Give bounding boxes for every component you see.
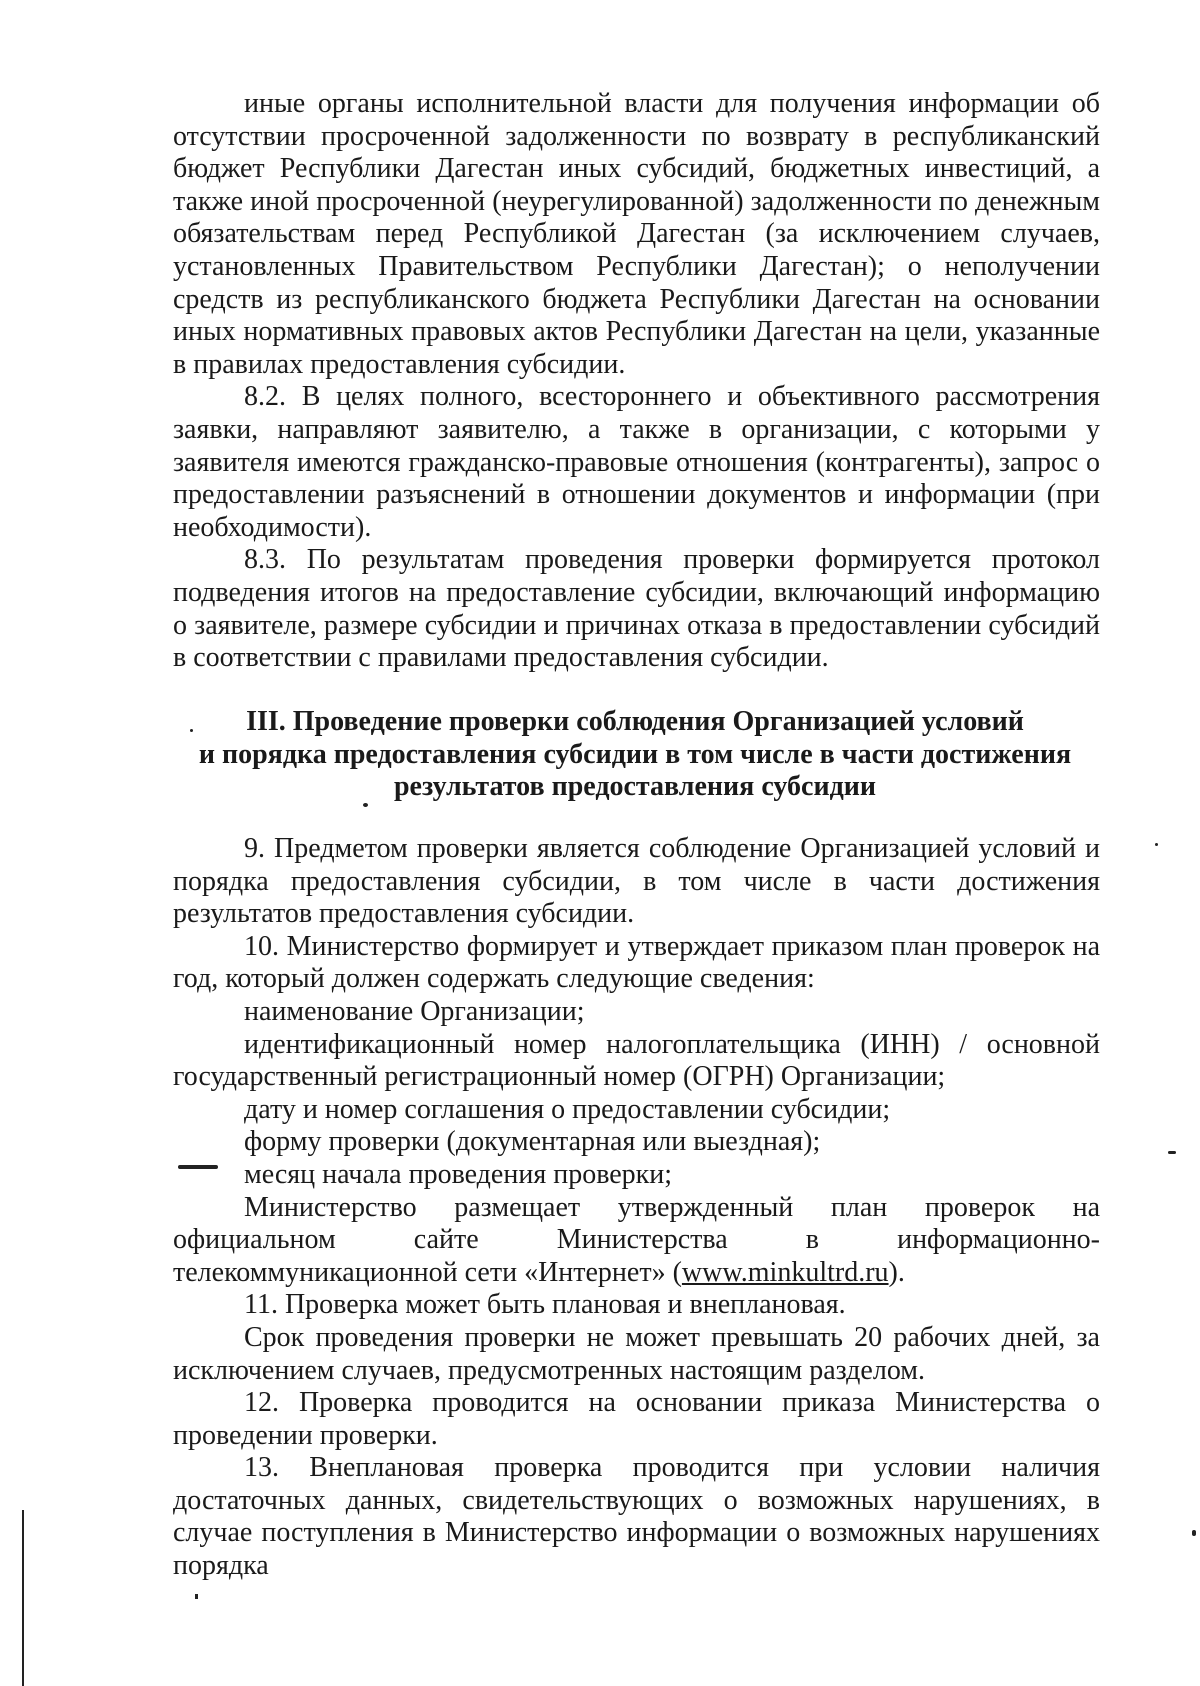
scan-dot xyxy=(363,803,368,807)
paragraph-10: 10. Министерство формирует и утверждает приказом план проверок на год, который должен содержать следующие сведения: xyxy=(173,930,1100,995)
text-block-1 xyxy=(173,88,1100,675)
paragraph-8-2: 8.2. В целях полного, всестороннего и объективного рассмотрения заявки, направляют заявителю, а также в организации, с которыми у заявителя имеются гражданско-правовые отношения (контрагенты), запрос о предоставлении разъяснений в отношении документов и информации (при необходимости). xyxy=(173,381,1100,543)
heading-line-3: результатов предоставления субсидии xyxy=(393,771,877,803)
paragraph-plan-publication xyxy=(173,1192,1100,1290)
plan-text-start: Министерство размещает утвержденный план проверок на официальном сайте Министерства в информационно-телекоммуникационной сети «Интернет» ( xyxy=(173,1191,1100,1288)
paragraph-13: 13. Внеплановая проверка проводится при условии наличия достаточных данных, свидетельствующих о возможных нарушениях, в случае поступления в Министерство информации о возможных нарушениях порядка xyxy=(173,1452,1100,1582)
paragraph-12: 12. Проверка проводится на основании приказа Министерства о проведении проверки. xyxy=(173,1387,1100,1451)
scan-smudge-mark xyxy=(178,1165,218,1169)
text-block-2 xyxy=(173,833,1100,1583)
paragraph-8-3: 8.3. По результатам проведения проверки формируется протокол подведения итогов на предоставление субсидии, включающий информацию о заявителе, размере субсидии и причинах отказа в предоставлении субсидий в соответствии с правилами предоставления субсидии. xyxy=(173,544,1100,674)
list-item-inn-ogrn: идентификационный номер налогоплательщика (ИНН) / основной государственный регистрационный номер (ОГРН) Организации; xyxy=(173,1028,1100,1093)
ministry-website-link[interactable]: www.minkultrd.ru xyxy=(681,1256,889,1288)
scan-dot xyxy=(190,729,193,732)
paragraph-intro: иные органы исполнительной власти для получения информации об отсутствии просроченной задолженности по возврату в республиканский бюджет Республики Дагестан иных субсидий, бюджетных инвестиций, а также иной просроченной (неурегулированной) задолженности по денежным обязательствам перед Республикой Дагестан (за исключением случаев, установленных Правительством Республики Дагестан); о неполучении средств из республиканского бюджета Республики Дагестан на основании иных нормативных правовых актов Республики Дагестан на цели, указанные в правилах предоставления субсидии. xyxy=(173,88,1100,380)
heading-line-1: III. Проведение проверки соблюдения Организацией условий xyxy=(246,706,1024,737)
list-item-agreement: дату и номер соглашения о предоставлении субсидии; xyxy=(244,1093,891,1125)
list-item-start-month: месяц начала проведения проверки; xyxy=(244,1158,673,1190)
heading-line-2: и порядка предоставления субсидии в том числе в части достижения xyxy=(198,738,1072,770)
paragraph-11: 11. Проверка может быть плановая и внеплановая. xyxy=(244,1289,846,1321)
scan-dot xyxy=(195,1594,198,1599)
paragraph-9: 9. Предметом проверки является соблюдение Организацией условий и порядка предоставления субсидии, в том числе в части достижения результатов предоставления субсидии. xyxy=(173,833,1100,930)
scan-dot xyxy=(1192,1530,1196,1536)
scan-dot xyxy=(1168,1151,1176,1154)
plan-text-end: ). xyxy=(888,1256,905,1288)
scan-edge-line xyxy=(22,1510,24,1686)
scan-dot xyxy=(1155,843,1158,846)
section-3-heading xyxy=(160,706,1110,804)
list-item-organization-name: наименование Организации; xyxy=(244,995,585,1027)
list-item-check-form: форму проверки (документарная или выездная); xyxy=(244,1126,821,1158)
paragraph-11-term: Срок проведения проверки не может превышать 20 рабочих дней, за исключением случаев, предусмотренных настоящим разделом. xyxy=(173,1321,1100,1386)
